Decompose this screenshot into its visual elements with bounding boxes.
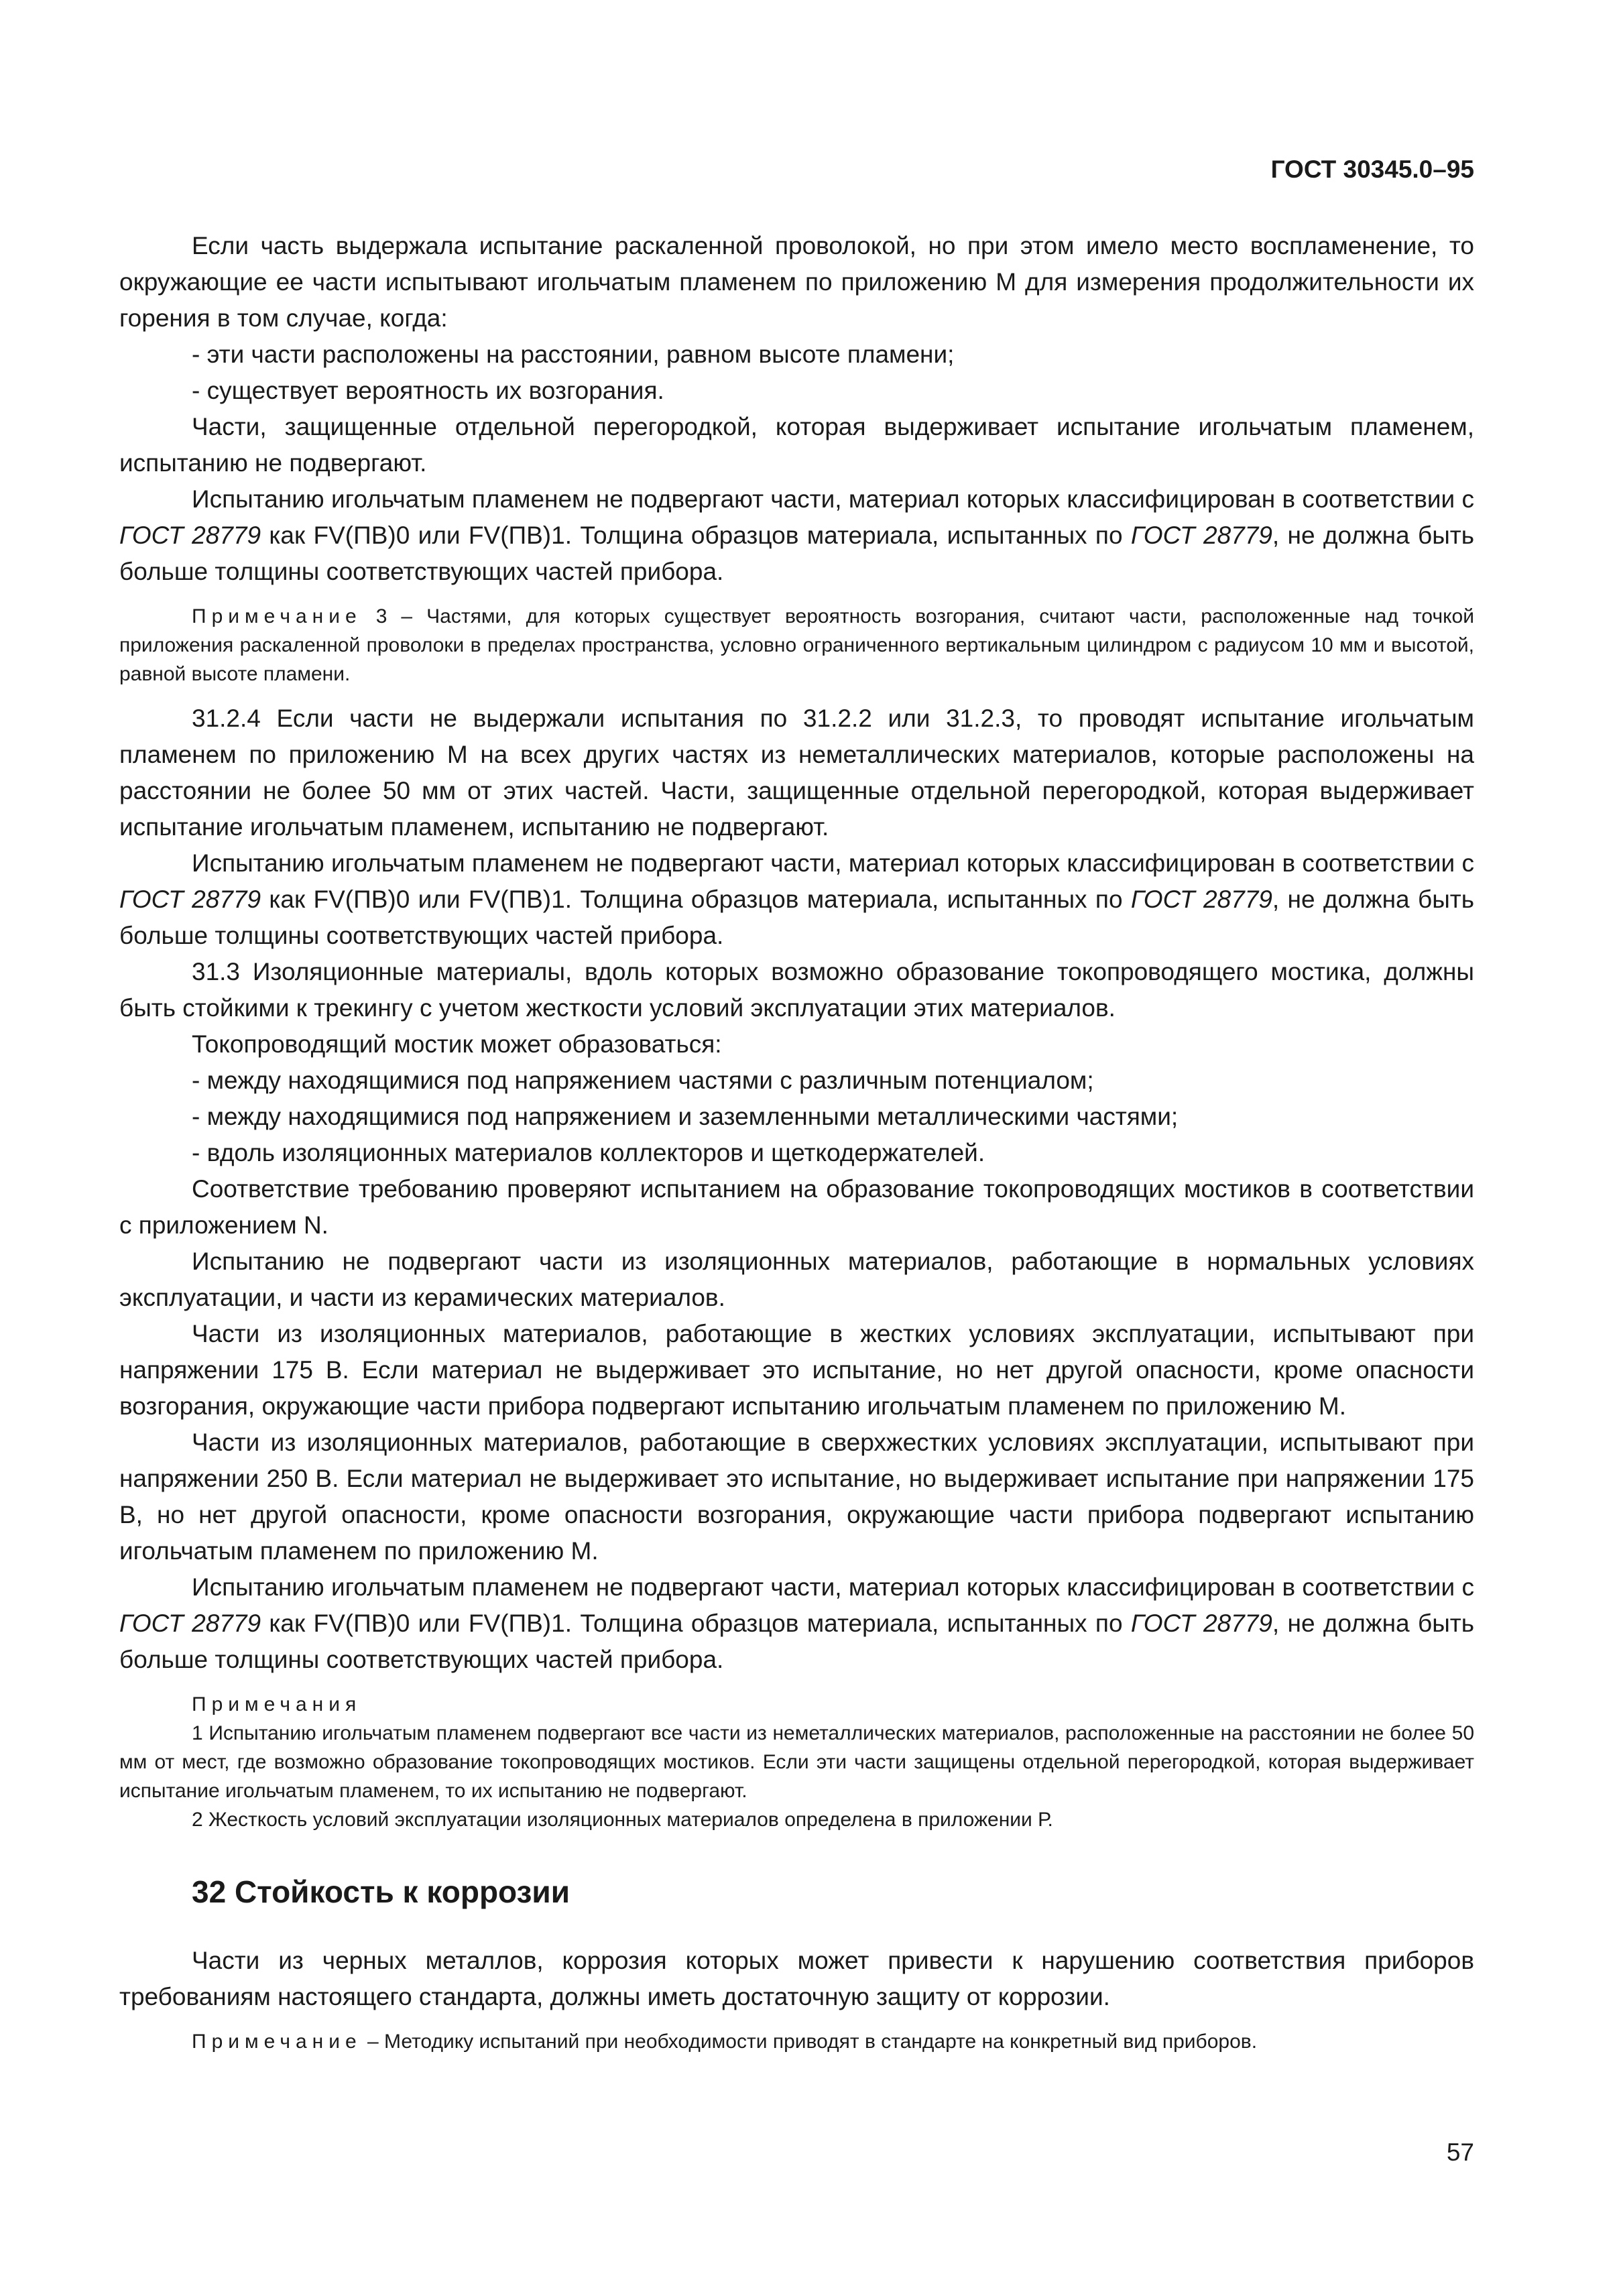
paragraph-31-2-4: 31.2.4 Если части не выдержали испытания по 31.2.2 или 31.2.3, то проводят испытание игольчатым пламенем по приложению М на всех других частях из неметаллических материалов, которые расположены на расстоянии не более 50 мм от этих частей. Части, защищенные отдельной перегородкой, которая выдерживает испытание игольчатым пламенем, испытанию не подвергают. xyxy=(119,705,1474,841)
text-run: , не должна быть больше толщины соответствующих частей прибора. xyxy=(119,1610,1475,1673)
gost-reference: ГОСТ 28779 xyxy=(119,1610,261,1637)
text-run: , не должна быть больше толщины соответствующих частей прибора. xyxy=(119,522,1475,585)
paragraph: Соответствие требованию проверяют испытанием на образование токопроводящих мостиков в соответствии с приложением N. xyxy=(119,1175,1474,1239)
list-item: - существует вероятность их возгорания. xyxy=(192,377,664,404)
gost-reference: ГОСТ 28779 xyxy=(1130,522,1272,549)
note-text xyxy=(119,602,1474,688)
note-body: 3 – Частями, для которых существует вероятность возгорания, считают части, расположенные над точкой приложения раскаленной проволоки в пределах пространства, условно ограниченного вертикальным цилиндром с радиусом 10 мм и высотой, равной высоте пламени. xyxy=(119,605,1474,685)
page-number: 57 xyxy=(1446,2138,1474,2166)
list-item: - эти части расположены на расстоянии, равном высоте пламени; xyxy=(192,341,955,368)
paragraph: Если часть выдержала испытание раскаленной проволокой, но при этом имело место воспламенение, то окружающие ее части испытывают игольчатым пламенем по приложению М для измерения продолжительности их горения в том случае, когда: xyxy=(119,232,1474,332)
text-run: как FV(ПВ)0 или FV(ПВ)1. Толщина образцов материала, испытанных по xyxy=(261,1610,1131,1637)
text-run: Испытанию игольчатым пламенем не подвергают части, материал которых классифицирован в соответствии с xyxy=(192,1573,1474,1601)
note-label: Примечание xyxy=(192,2031,362,2053)
paragraph-fv-3 xyxy=(119,1569,1474,1678)
text-run: Испытанию игольчатым пламенем не подвергают части, материал которых классифицирован в соответствии с xyxy=(192,849,1474,877)
notes-label: Примечания xyxy=(192,1693,362,1715)
note-label: Примечание xyxy=(192,605,362,627)
text-run: как FV(ПВ)0 или FV(ПВ)1. Толщина образцов материала, испытанных по xyxy=(261,522,1131,549)
note-32 xyxy=(119,2027,1474,2056)
paragraph-32: Части из черных металлов, коррозия которых может привести к нарушению соответствия приборов требованиям настоящего стандарта, должны иметь достаточную защиту от коррозии. xyxy=(119,1947,1474,2010)
note-body: – Методику испытаний при необходимости приводят в стандарте на конкретный вид приборов. xyxy=(361,2031,1258,2053)
paragraph: Испытанию не подвергают части из изоляционных материалов, работающие в нормальных условиях эксплуатации, и части из керамических материалов. xyxy=(119,1248,1474,1311)
paragraph: Токопроводящий мостик может образоваться: xyxy=(192,1030,722,1058)
page-body xyxy=(119,228,1474,2068)
note-item-2: 2 Жесткость условий эксплуатации изоляционных материалов определена в приложении Р. xyxy=(192,1809,1053,1831)
text-run: как FV(ПВ)0 или FV(ПВ)1. Толщина образцов материала, испытанных по xyxy=(261,886,1131,913)
notes-block xyxy=(119,1690,1474,1834)
standard-code: ГОСТ 30345.0–95 xyxy=(1270,156,1474,183)
gost-reference: ГОСТ 28779 xyxy=(1130,1610,1272,1637)
paragraph-fv-2 xyxy=(119,845,1474,954)
list-item: - между находящимися под напряжением и заземленными металлическими частями; xyxy=(192,1103,1179,1130)
note-text xyxy=(119,2027,1474,2056)
text-run: Испытанию игольчатым пламенем не подвергают части, материал которых классифицирован в соответствии с xyxy=(192,485,1474,513)
gost-reference: ГОСТ 28779 xyxy=(1130,886,1272,913)
note-3 xyxy=(119,602,1474,688)
text-run: , не должна быть больше толщины соответствующих частей прибора. xyxy=(119,886,1475,949)
paragraph-fv-1 xyxy=(119,481,1474,590)
paragraph: Части из изоляционных материалов, работающие в сверхжестких условиях эксплуатации, испытывают при напряжении 250 В. Если материал не выдерживает это испытание, но выдерживает испытание при напряжении 175 В, но нет другой опасности, кроме опасности возгорания, окружающие части прибора подвергают испытанию игольчатым пламенем по приложению М. xyxy=(119,1429,1474,1565)
list-item: - между находящимися под напряжением частями с различным потенциалом; xyxy=(192,1067,1094,1094)
paragraph: Части, защищенные отдельной перегородкой, которая выдерживает испытание игольчатым пламенем, испытанию не подвергают. xyxy=(119,413,1474,477)
gost-reference: ГОСТ 28779 xyxy=(119,886,261,913)
note-item-1: 1 Испытанию игольчатым пламенем подвергают все части из неметаллических материалов, расположенные на расстоянии не более 50 мм от мест, где возможно образование токопроводящих мостиков. Если эти части защищены отдельной перегородкой, которая выдерживает испытание игольчатым пламенем, то их испытанию не подвергают. xyxy=(119,1722,1474,1802)
paragraph-31-3: 31.3 Изоляционные материалы, вдоль которых возможно образование токопроводящего мостика, должны быть стойкими к трекингу с учетом жесткости условий эксплуатации этих материалов. xyxy=(119,958,1474,1022)
paragraph: Части из изоляционных материалов, работающие в жестких условиях эксплуатации, испытывают при напряжении 175 В. Если материал не выдерживает это испытание, но нет другой опасности, кроме опасности возгорания, окружающие части прибора подвергают испытанию игольчатым пламенем по приложению М. xyxy=(119,1320,1474,1420)
list-item: - вдоль изоляционных материалов коллекторов и щеткодержателей. xyxy=(192,1139,985,1166)
section-32-title: 32 Стойкость к коррозии xyxy=(192,1874,570,1909)
gost-reference: ГОСТ 28779 xyxy=(119,522,261,549)
